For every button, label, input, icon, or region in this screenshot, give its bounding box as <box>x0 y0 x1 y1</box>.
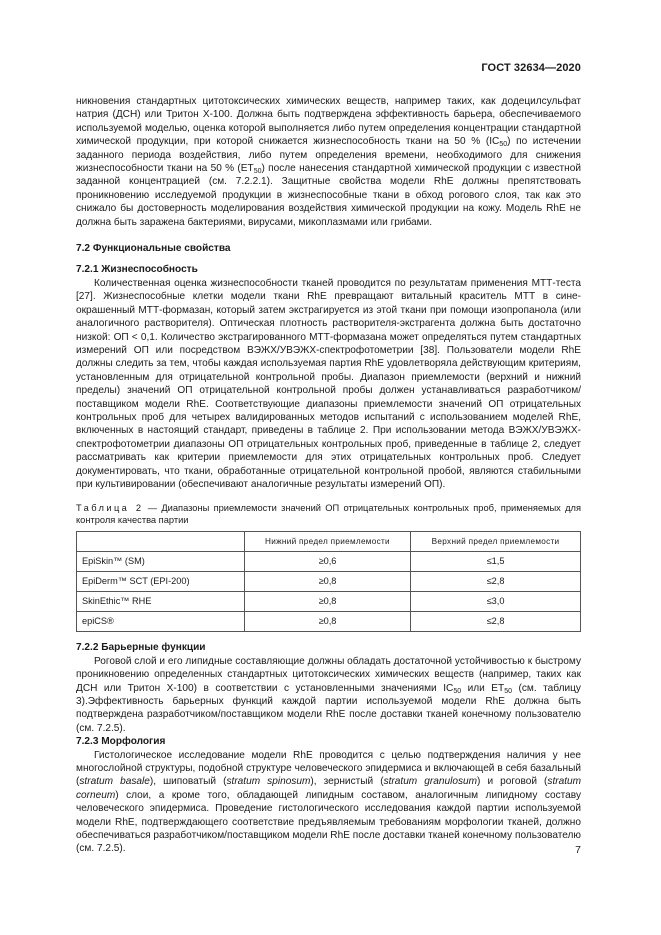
lower-limit-cell: ≥0,8 <box>244 572 410 592</box>
morphology-paragraph: Гистологическое исследование модели RhE проводится с целью подтверждения наличия у нее многослойной структуры, подобной структуре человеческого эпидермиса и включающей в себя базальный (stratum basale), шиповатый (stratum spinosum), зернистый (stratum granulosum) и роговой (stratum corneum) слои, а кроме того, обладающей липидным составом, аналогичным липидному составу человеческого эпидермиса. Проведение гистологического исследования каждой партии используемой модели RhE, подтверждающего соответствие предъявляемым требованиям морфологии тканей, должно обеспечиваться разработчиком/поставщиком модели RhE после доставки тканей конечному пользователю (см. 7.2.5). <box>76 749 582 855</box>
intro-paragraph: никновения стандартных цитотоксических химических веществ, например таких, как додецилсульфат натрия (ДСН) или Тритон Х-100. Должна быть подтверждена эффективность барьера, обеспечиваемого используемой моделью, оценка которой выполняется либо путем определения концентрации стандартной химической продукции, при которой снижается жизнеспособность ткани на 50 % $(IC_{50})$ по истечении заданного периода воздействия, либо путем определения времени, необходимого для снижения жизнеспособности ткани на 50 % $(ET_{50})$ после нанесения стандартной химической продукции с известной заданной концентрацией (см. 7.2.2.1). Защитные свойства модели RhE должны препятствовать проникновению исследуемой продукции в жизнеспособные ткани в обход рогового слоя, так как это снижало бы достоверность моделирования воздействия химической продукции на кожу. Модель RhE не должна быть заражена бактериями, вирусами, микоплазмами или грибами. <box>76 96 581 228</box>
model-cell: epiCS® <box>77 612 245 632</box>
table-header-cell <box>77 532 245 552</box>
table-caption: Таблица 2 — Диапазоны приемлемости значений ОП отрицательных контрольных проб, применяемых для контроля качества партии <box>76 503 581 526</box>
lower-limit-cell: ≥0,8 <box>244 592 410 612</box>
table-row <box>77 592 581 612</box>
table-row <box>77 612 581 632</box>
section-heading-7-2: 7.2 Функциональные свойства <box>76 243 231 255</box>
table-header-cell: Нижний предел приемлемости <box>244 532 410 552</box>
section-heading-7-2-2: 7.2.2 Барьерные функции <box>76 642 206 654</box>
page-number: 7 <box>575 843 581 856</box>
standard-number: ГОСТ 32634—2020 <box>481 62 581 74</box>
model-cell: EpiSkin™ (SM) <box>77 552 245 572</box>
section-heading-7-2-1: 7.2.1 Жизнеспособность <box>76 264 198 276</box>
table-header-cell: Верхний предел приемлемости <box>411 532 581 552</box>
lower-limit-cell: ≥0,6 <box>244 552 410 572</box>
barrier-paragraph: Роговой слой и его липидные составляющие должны обладать достаточной устойчивостью к быстрому проникновению определенных стандартных цитотоксических химических веществ (например, таких как ДСН или Тритон Х-100) в соответствии с установленными значениями $IC_{50}$ или $ET_{50}$ (см. таблицу 3).Эффективность барьерных функций каждой партии используемой модели RhE должна быть подтверждена разработчиком/поставщиком модели RhE после доставки тканей конечному пользователю (см. 7.2.5). <box>76 655 581 734</box>
section-heading-7-2-3: 7.2.3 Морфология <box>76 736 166 748</box>
page-body <box>76 95 581 856</box>
upper-limit-cell: ≤3,0 <box>411 592 581 612</box>
model-cell: EpiDerm™ SCT (EPI-200) <box>77 572 245 592</box>
model-cell: SkinEthic™ RHE <box>77 592 245 612</box>
acceptance-ranges-table <box>76 531 581 632</box>
upper-limit-cell: ≤2,8 <box>411 612 581 632</box>
table-row <box>77 552 581 572</box>
upper-limit-cell: ≤1,5 <box>411 552 581 572</box>
table-row <box>77 572 581 592</box>
lower-limit-cell: ≥0,8 <box>244 612 410 632</box>
viability-paragraph: Количественная оценка жизнеспособности тканей проводится по результатам применения МТТ-теста [27]. Жизнеспособные клетки модели ткани RhE превращают витальный краситель МТТ в сине-окрашенный МТТ-формазан, который затем экстрагируется из этой ткани при помощи изопропанола (или аналогичного растворителя). Оптическая плотность растворителя-экстрагента должна быть достаточно низкой: ОП < 0,1. Количество экстрагированного МТТ-формазана может определяться путем стандартных измерений ОП или посредством ВЭЖХ/УВЭЖХ-спектрофотометрии [38]. Пользователи модели RhE должны следить за тем, чтобы каждая используемая партия RhE удовлетворяла действующим критериям, установленным для отрицательной контрольной пробы. Диапазон приемлемости (верхний и нижний пределы) значений ОП отрицательной контрольной пробы должен устанавливаться разработчиком/поставщиком модели RhE. Соответствующие диапазоны приемлемости значений ОП отрицательных контрольных проб для четырех валидированных методов испытаний с использованием моделей RhE, включенных в настоящий стандарт, приведены в таблице 2. При использовании метода ВЭЖХ/УВЭЖХ-спектрофотометрии диапазоны ОП отрицательных контрольных проб, приведенные в таблице 2, следует рассматривать как критерии приемлемости для этих отрицательных контрольных проб. Следует документировать, что ткани, обработанные отрицательной контрольной пробой, являются стабильными при культивировании (обеспечивают аналогичные результаты измерений ОП). <box>76 277 581 490</box>
upper-limit-cell: ≤2,8 <box>411 572 581 592</box>
table-header-row <box>77 532 581 552</box>
